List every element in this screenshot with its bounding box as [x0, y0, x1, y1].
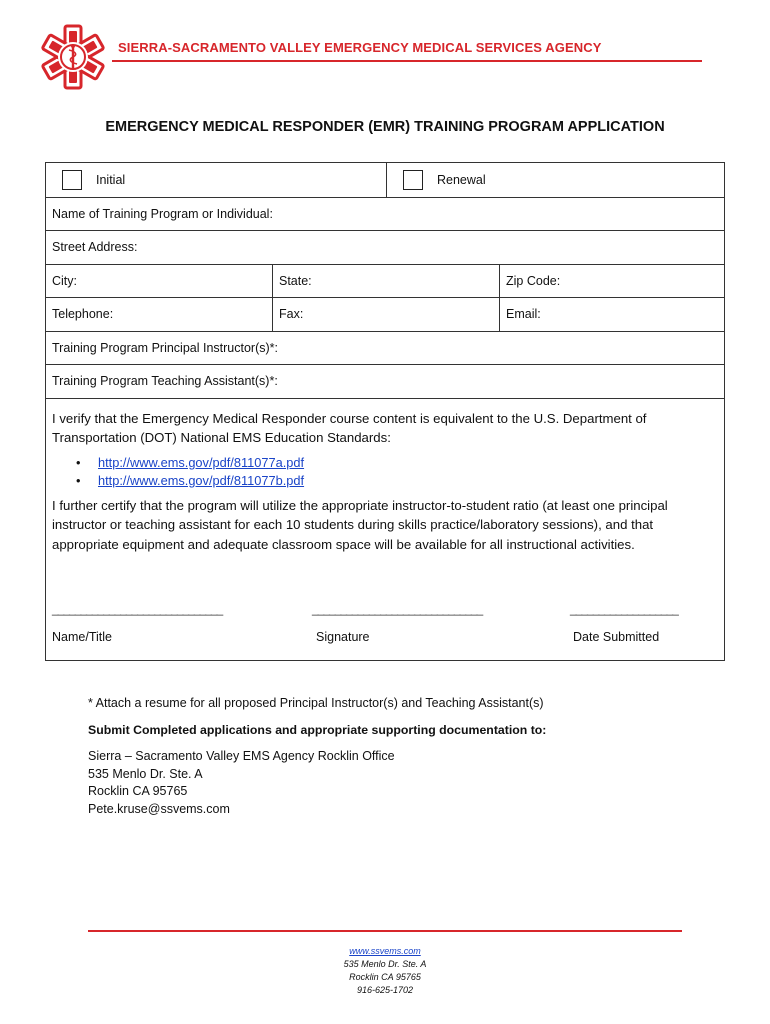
program-name-label: Name of Training Program or Individual: [52, 206, 273, 221]
zip-field[interactable] [499, 265, 724, 298]
initial-checkbox[interactable] [62, 170, 82, 190]
address-line-city: Rocklin CA 95765 [88, 784, 188, 798]
principal-instructor-field[interactable] [46, 332, 724, 365]
name-title-label: Name/Title [52, 630, 112, 644]
signature-area [52, 554, 718, 654]
address-line-email: Pete.kruse@ssvems.com [88, 801, 230, 816]
website-link[interactable]: www.ssvems.com [349, 946, 421, 956]
instructor-row [46, 331, 724, 365]
renewal-option[interactable] [386, 163, 724, 197]
resume-note: * Attach a resume for all proposed Principal Instructor(s) and Teaching Assistant(s) [88, 696, 544, 710]
assistant-row [46, 364, 724, 398]
header-divider [112, 60, 702, 62]
application-type-row [46, 163, 724, 197]
form-title: EMERGENCY MEDICAL RESPONDER (EMR) TRAINING PROGRAM APPLICATION [105, 119, 665, 135]
telephone-label: Telephone: [52, 307, 114, 322]
footer-street: 535 Menlo Dr. Ste. A [343, 959, 427, 969]
date-submitted-label: Date Submitted [573, 630, 660, 644]
standards-link-b[interactable]: http://www.ems.gov/pdf/811077b.pdf [98, 472, 305, 488]
principal-instructor-label: Training Program Principal Instructor(s)*: [52, 340, 278, 355]
application-form [45, 162, 725, 661]
verify-statement: I verify that the Emergency Medical Responder course content is equivalent to the U.S. Department of Transportation (DOT) National EMS Education Standards: [52, 410, 647, 445]
fax-field[interactable] [272, 298, 499, 331]
street-address-field[interactable] [46, 231, 724, 264]
state-field[interactable] [272, 265, 499, 298]
city-field[interactable] [46, 265, 272, 298]
date-line[interactable]: ___________________ [570, 602, 678, 616]
fax-label: Fax: [279, 307, 304, 322]
email-label: Email: [506, 307, 541, 322]
footer-phone: 916-625-1702 [356, 985, 414, 995]
renewal-checkbox[interactable] [403, 170, 423, 190]
street-address-row [46, 230, 724, 264]
certify-statement: I further certify that the program will utilize the appropriate instructor-to-student ratio (at least one principal instructor or teaching assistant for each 10 students during skills practice/laboratory sessions), and that appropriate equipment and adequate classroom space will be available for all instructional activities. [52, 497, 668, 552]
standards-link-a[interactable]: http://www.ems.gov/pdf/811077a.pdf [98, 454, 305, 470]
star-of-life-logo [40, 22, 106, 92]
email-field[interactable] [499, 298, 724, 331]
list-item [52, 454, 718, 472]
street-address-label: Street Address: [52, 240, 138, 255]
footer [0, 945, 770, 997]
address-line-office: Sierra – Sacramento Valley EMS Agency Rocklin Office [88, 749, 395, 763]
renewal-label: Renewal [437, 172, 486, 187]
teaching-assistant-label: Training Program Teaching Assistant(s)*: [52, 374, 278, 389]
telephone-field[interactable] [46, 298, 272, 331]
state-label: State: [279, 273, 312, 288]
signature-label: Signature [316, 630, 370, 644]
program-name-row [46, 197, 724, 231]
footer-city: Rocklin CA 95765 [349, 972, 421, 982]
standards-link-list [52, 454, 718, 490]
mailing-address [88, 748, 395, 818]
initial-option[interactable] [46, 163, 386, 197]
submit-instructions: Submit Completed applications and appropriate supporting documentation to: [88, 723, 547, 737]
certification-section [46, 399, 724, 660]
agency-name: SIERRA-SACRAMENTO VALLEY EMERGENCY MEDICAL SERVICES AGENCY [118, 40, 602, 55]
teaching-assistant-field[interactable] [46, 365, 724, 398]
address-line-street: 535 Menlo Dr. Ste. A [88, 766, 203, 781]
certification-row [46, 398, 724, 660]
city-state-zip-row [46, 264, 724, 298]
name-title-line[interactable]: ______________________________ [52, 602, 223, 616]
zip-label: Zip Code: [506, 273, 561, 288]
contact-row [46, 297, 724, 331]
signature-line[interactable]: ______________________________ [312, 602, 483, 616]
initial-label: Initial [96, 172, 126, 187]
city-label: City: [52, 273, 77, 288]
footer-divider [88, 930, 682, 932]
program-name-field[interactable] [46, 198, 724, 231]
list-item [52, 472, 718, 490]
